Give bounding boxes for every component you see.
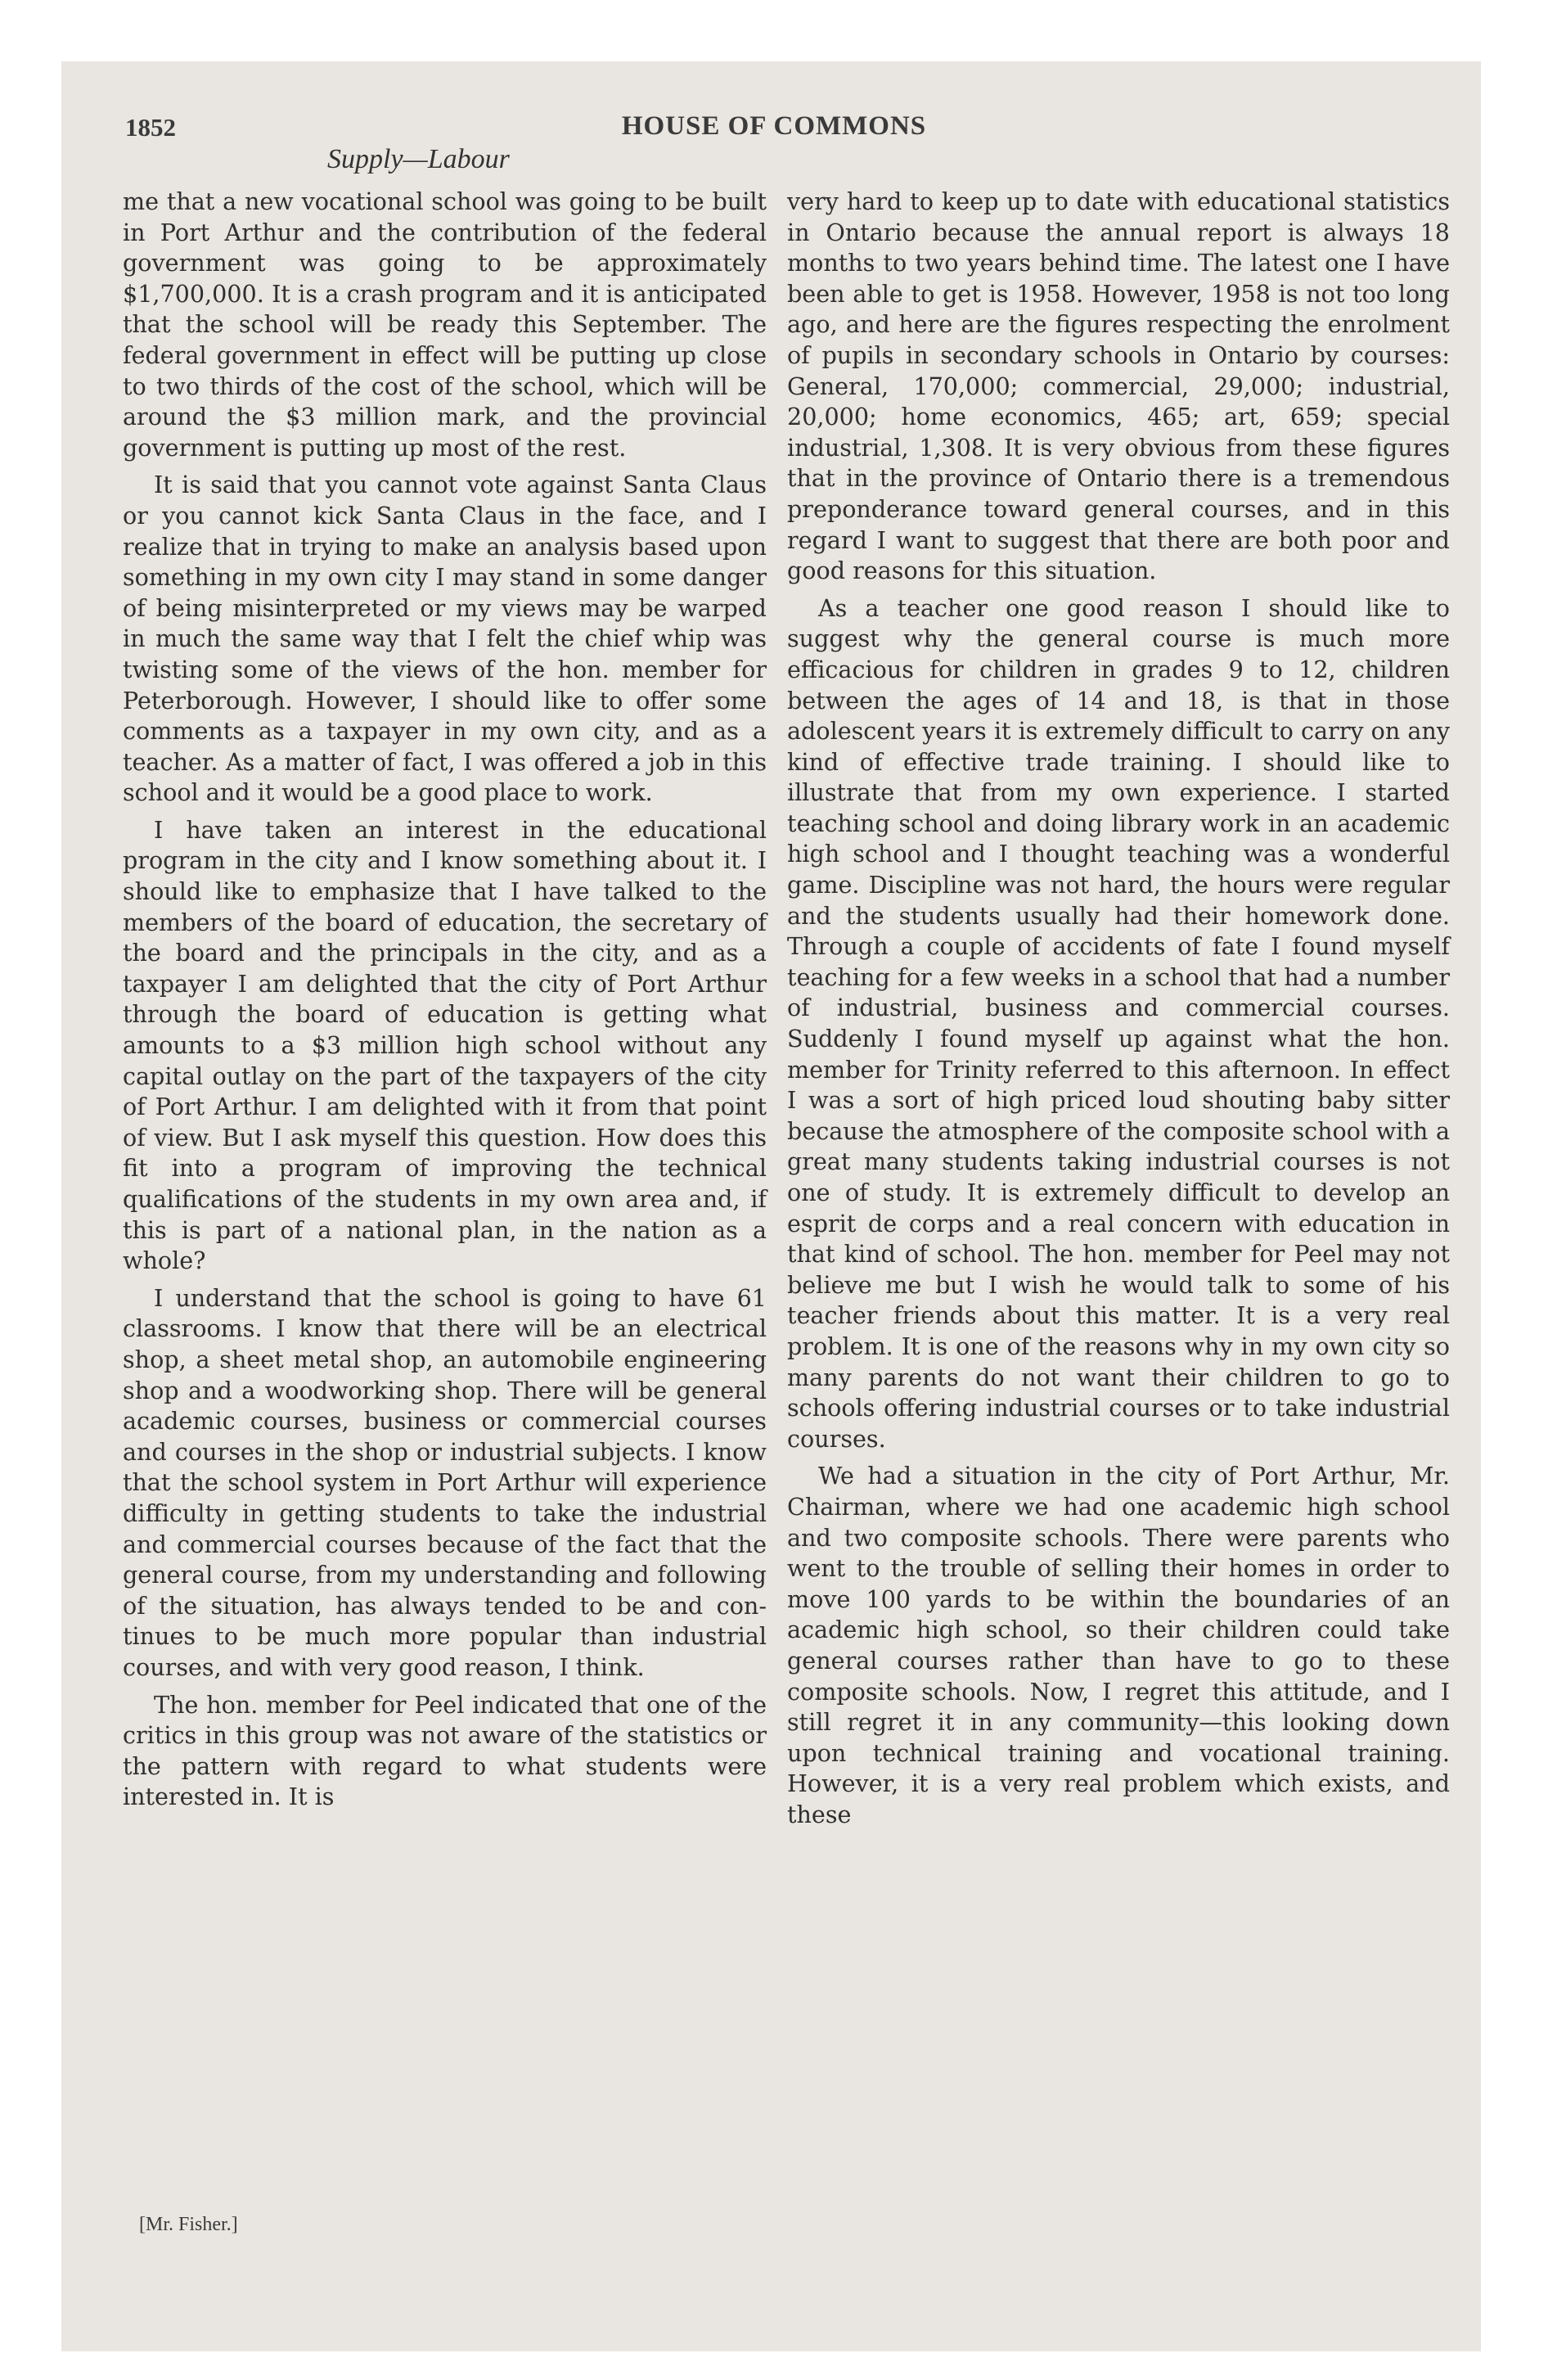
page-number: 1852 (125, 113, 176, 142)
paragraph: very hard to keep up to date with educational statistics in Ontario because the annual report is always 18 months to two years behind time. The latest one I have been able to get is 1958. However, 1958 is not too long ago, and here are the figures respecting the enrolment of pupils in secondary schools in Ontario by courses: General, 170,000; commercial, 29,000; industrial, 20,000; home economics, 465; art, 659; special industrial, 1,308. It is very obvious from these figures that in the province of Ontario there is a tremendous preponderance toward general courses, and in this regard I want to suggest that there are both poor and good reasons for this situation. (787, 187, 1450, 585)
paragraph: We had a situation in the city of Port Arthur, Mr. Chairman, where we had one academic high school and two composite schools. There were parents who went to the trouble of selling their homes in order to move 100 yards to be within the boundaries of an academic high school, so their children could take general courses rather than have to go to these composite schools. Now, I regret this attitude, and I still regret it in any community—this looking down upon technical training and vocational training. However, it is a very real problem which exists, and these (787, 1462, 1450, 1828)
left-column (123, 187, 767, 1819)
paragraph: It is said that you cannot vote against Santa Claus or you cannot kick Santa Claus in the face, and I realize that in trying to make an analysis based upon something in my own city I may stand in some danger of being misinterpreted or my views may be warped in much the same way that I felt the chief whip was twisting some of the views of the hon. member for Peterborough. However, I should like to offer some comments as a taxpayer in my own city, and as a teacher. As a matter of fact, I was offered a job in this school and it would be a good place to work. (123, 471, 767, 807)
right-column (787, 187, 1450, 1837)
paragraph: As a teacher one good reason I should like to suggest why the general course is much more efficacious for children in grades 9 to 12, children between the ages of 14 and 18, is that in those adolescent years it is extremely difficult to carry on any kind of effective trade training. I should like to illustrate that from my own experience. I started teaching school and doing library work in an academic high school and I thought teaching was a wonderful game. Discipline was not hard, the hours were regular and the students usually had their homework done. Through a couple of accidents of fate I found myself teaching for a few weeks in a school that had a number of industrial, business and commercial courses. Suddenly I found myself up against what the hon. member for Trinity referred to this afternoon. In effect I was a sort of high priced loud shouting baby sitter because the atmosphere of the composite school with a great many students taking industrial courses is not one of study. It is extremely difficult to develop an esprit de corps and a real concern with education in that kind of school. The hon. member for Peel may not believe me but I wish he would talk to some of his teacher friends about this matter. It is a very real problem. It is one of the reasons why in my own city so many parents do not want their children to go to schools offering industrial courses or to take industrial courses. (787, 593, 1450, 1453)
speaker-footer: [Mr. Fisher.] (139, 2214, 238, 2235)
paragraph: I understand that the school is going to have 61 classrooms. I know that there will be an electrical shop, a sheet metal shop, an automobile engineering shop and a woodworking shop. There will be general academic courses, business or commercial courses and courses in the shop or industrial subjects. I know that the school system in Port Arthur will experience difficulty in getting students to take the industrial and commercial courses because of the fact that the general course, from my understanding and following of the situation, has always tended to be and continues to be much more popular than industrial courses, and with very good reason, I think. (123, 1283, 767, 1681)
paragraph: The hon. member for Peel indicated that one of the critics in this group was not aware of the statistics or the pattern with regard to what students were interested in. It is (123, 1690, 767, 1811)
paragraph: me that a new vocational school was going to be built in Port Arthur and the contribution of the federal government was going to be approximately $1,700,000. It is a crash program and it is anticipated that the school will be ready this September. The federal government in effect will be putting up close to two thirds of the cost of the school, which will be around the $3 million mark, and the provincial government is putting up most of the rest. (123, 187, 767, 462)
page-title: HOUSE OF COMMONS (621, 111, 927, 141)
paragraph: I have taken an interest in the educational program in the city and I know something about it. I should like to emphasize that I have talked to the members of the board of education, the secretary of the board and the principals in the city, and as a taxpayer I am delighted that the city of Port Arthur through the board of education is getting what amounts to a $3 million high school without any capital outlay on the part of the taxpayers of the city of Port Arthur. I am delighted with it from that point of view. But I ask myself this question. How does this fit into a program of improving the technical qualifications of the students in my own area and, if this is part of a national plan, in the nation as a whole? (123, 815, 767, 1275)
section-subtitle: Supply—Labour (327, 144, 510, 174)
